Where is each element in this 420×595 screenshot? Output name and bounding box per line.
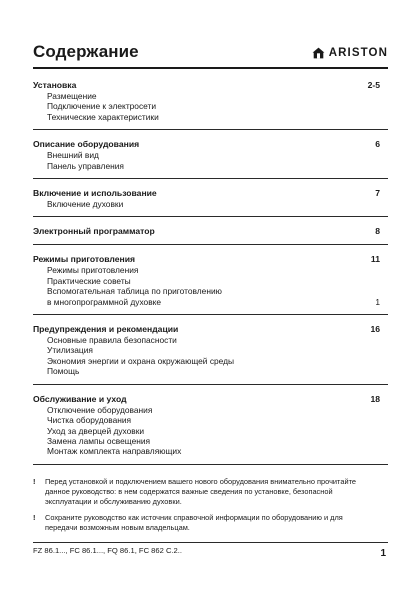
toc-subitem [33, 286, 388, 296]
toc-section-header [33, 226, 388, 237]
toc-section [33, 139, 388, 179]
toc-subitem-label: Размещение [47, 91, 97, 101]
toc-section-page: 6 [375, 139, 380, 150]
toc-section-page: 16 [370, 324, 380, 335]
footer-divider [33, 542, 388, 543]
toc-subitem-label: Чистка оборудования [47, 415, 132, 426]
toc-section-header [33, 80, 388, 91]
toc-section-page: 11 [370, 254, 380, 265]
toc-section [33, 80, 388, 130]
toc-section-page: 7 [375, 188, 380, 199]
toc-subitem [33, 276, 388, 286]
toc-section [33, 394, 388, 465]
toc-section-header [33, 394, 388, 405]
page-header [33, 42, 388, 68]
toc-subitem-label: Помощь [47, 366, 80, 377]
toc-subitem [33, 199, 388, 209]
header-divider [33, 67, 388, 69]
toc-subitem-label: Вспомогательная таблица по приготовлению [47, 286, 222, 297]
toc-section-title: Обслуживание и уход [33, 393, 127, 404]
toc-subitem-label: Утилизация [47, 345, 93, 356]
exclamation-icon: ! [33, 513, 36, 522]
note-text: Перед установкой и подключением вашего нового оборудования внимательно прочитайте данное руководство: в нем содержатся важные сведения по установке, безопасной эксплуатации и обслуживанию духовки. [45, 477, 356, 506]
toc-section-title: Предупреждения и рекомендации [33, 324, 179, 335]
toc-subitem [33, 446, 388, 456]
exclamation-icon: ! [33, 477, 36, 486]
toc-subitem [33, 335, 388, 345]
toc-section-title: Установка [33, 80, 77, 90]
model-list: FZ 86.1..., FC 86.1..., FQ 86.1, FC 862 C.2.. [33, 546, 182, 555]
toc-section [33, 254, 388, 315]
toc-section [33, 188, 388, 217]
toc-subitem [33, 356, 388, 366]
toc-section-title: Описание оборудования [33, 139, 140, 150]
toc-section-header [33, 139, 388, 150]
toc-subitem [33, 426, 388, 436]
toc-subitem-label: Включение духовки [47, 199, 124, 210]
toc-section-page: 2-5 [367, 80, 380, 90]
toc-subitem-page: 1 [375, 296, 380, 307]
toc-subitem [33, 436, 388, 446]
toc-subitem [33, 112, 388, 122]
toc-subitem-label: Технические характеристики [47, 111, 159, 122]
toc-subitem [33, 297, 388, 307]
toc-subitem [33, 91, 388, 101]
toc-subitem-label: Режимы приготовления [47, 265, 139, 276]
note-item [33, 513, 363, 533]
toc-subitem-label: Панель управления [47, 160, 124, 171]
toc-subitem [33, 345, 388, 355]
brand-name: ARISTON [328, 47, 388, 59]
toc-subitem-label: Внешний вид [47, 150, 99, 161]
toc-subitem-label: Уход за дверцей духовки [47, 425, 145, 436]
toc-subitem-label: Монтаж комплекта направляющих [47, 446, 182, 457]
toc-section-title: Включение и использование [33, 188, 157, 199]
toc-subitem-label: Подключение к электросети [47, 101, 157, 112]
toc-subitem [33, 265, 388, 275]
page-title: Содержание [33, 42, 139, 61]
note-text: Сохраните руководство как источник справочной информации по оборудованию и для передачи возможным новым владельцам. [45, 513, 343, 532]
toc-section-header [33, 188, 388, 199]
toc-section [33, 226, 388, 245]
toc-section [33, 324, 388, 385]
toc-subitem [33, 415, 388, 425]
toc-section-header [33, 254, 388, 265]
toc-subitem-label: Основные правила безопасности [47, 335, 177, 346]
toc-section-header [33, 324, 388, 335]
toc-subitem [33, 150, 388, 160]
toc-section-page: 18 [370, 393, 380, 404]
toc-subitem [33, 366, 388, 376]
toc-section-page: 8 [375, 226, 380, 237]
notes-section [33, 477, 363, 539]
toc-subitem [33, 405, 388, 415]
toc-subitem-label: Отключение оборудования [47, 404, 153, 415]
toc-subitem [33, 161, 388, 171]
table-of-contents [33, 80, 388, 474]
brand-logo [312, 47, 388, 59]
note-item [33, 477, 363, 507]
toc-subitem-label: Практические советы [47, 275, 131, 286]
toc-section-title: Электронный программатор [33, 226, 155, 237]
toc-section-title: Режимы приготовления [33, 254, 135, 265]
house-icon [312, 47, 325, 59]
toc-subitem-label: Замена лампы освещения [47, 435, 151, 446]
toc-subitem [33, 101, 388, 111]
page-number: 1 [380, 548, 386, 559]
toc-subitem-label: в многопрограммной духовке [47, 296, 162, 307]
toc-subitem-label: Экономия энергии и охрана окружающей среды [47, 355, 235, 366]
